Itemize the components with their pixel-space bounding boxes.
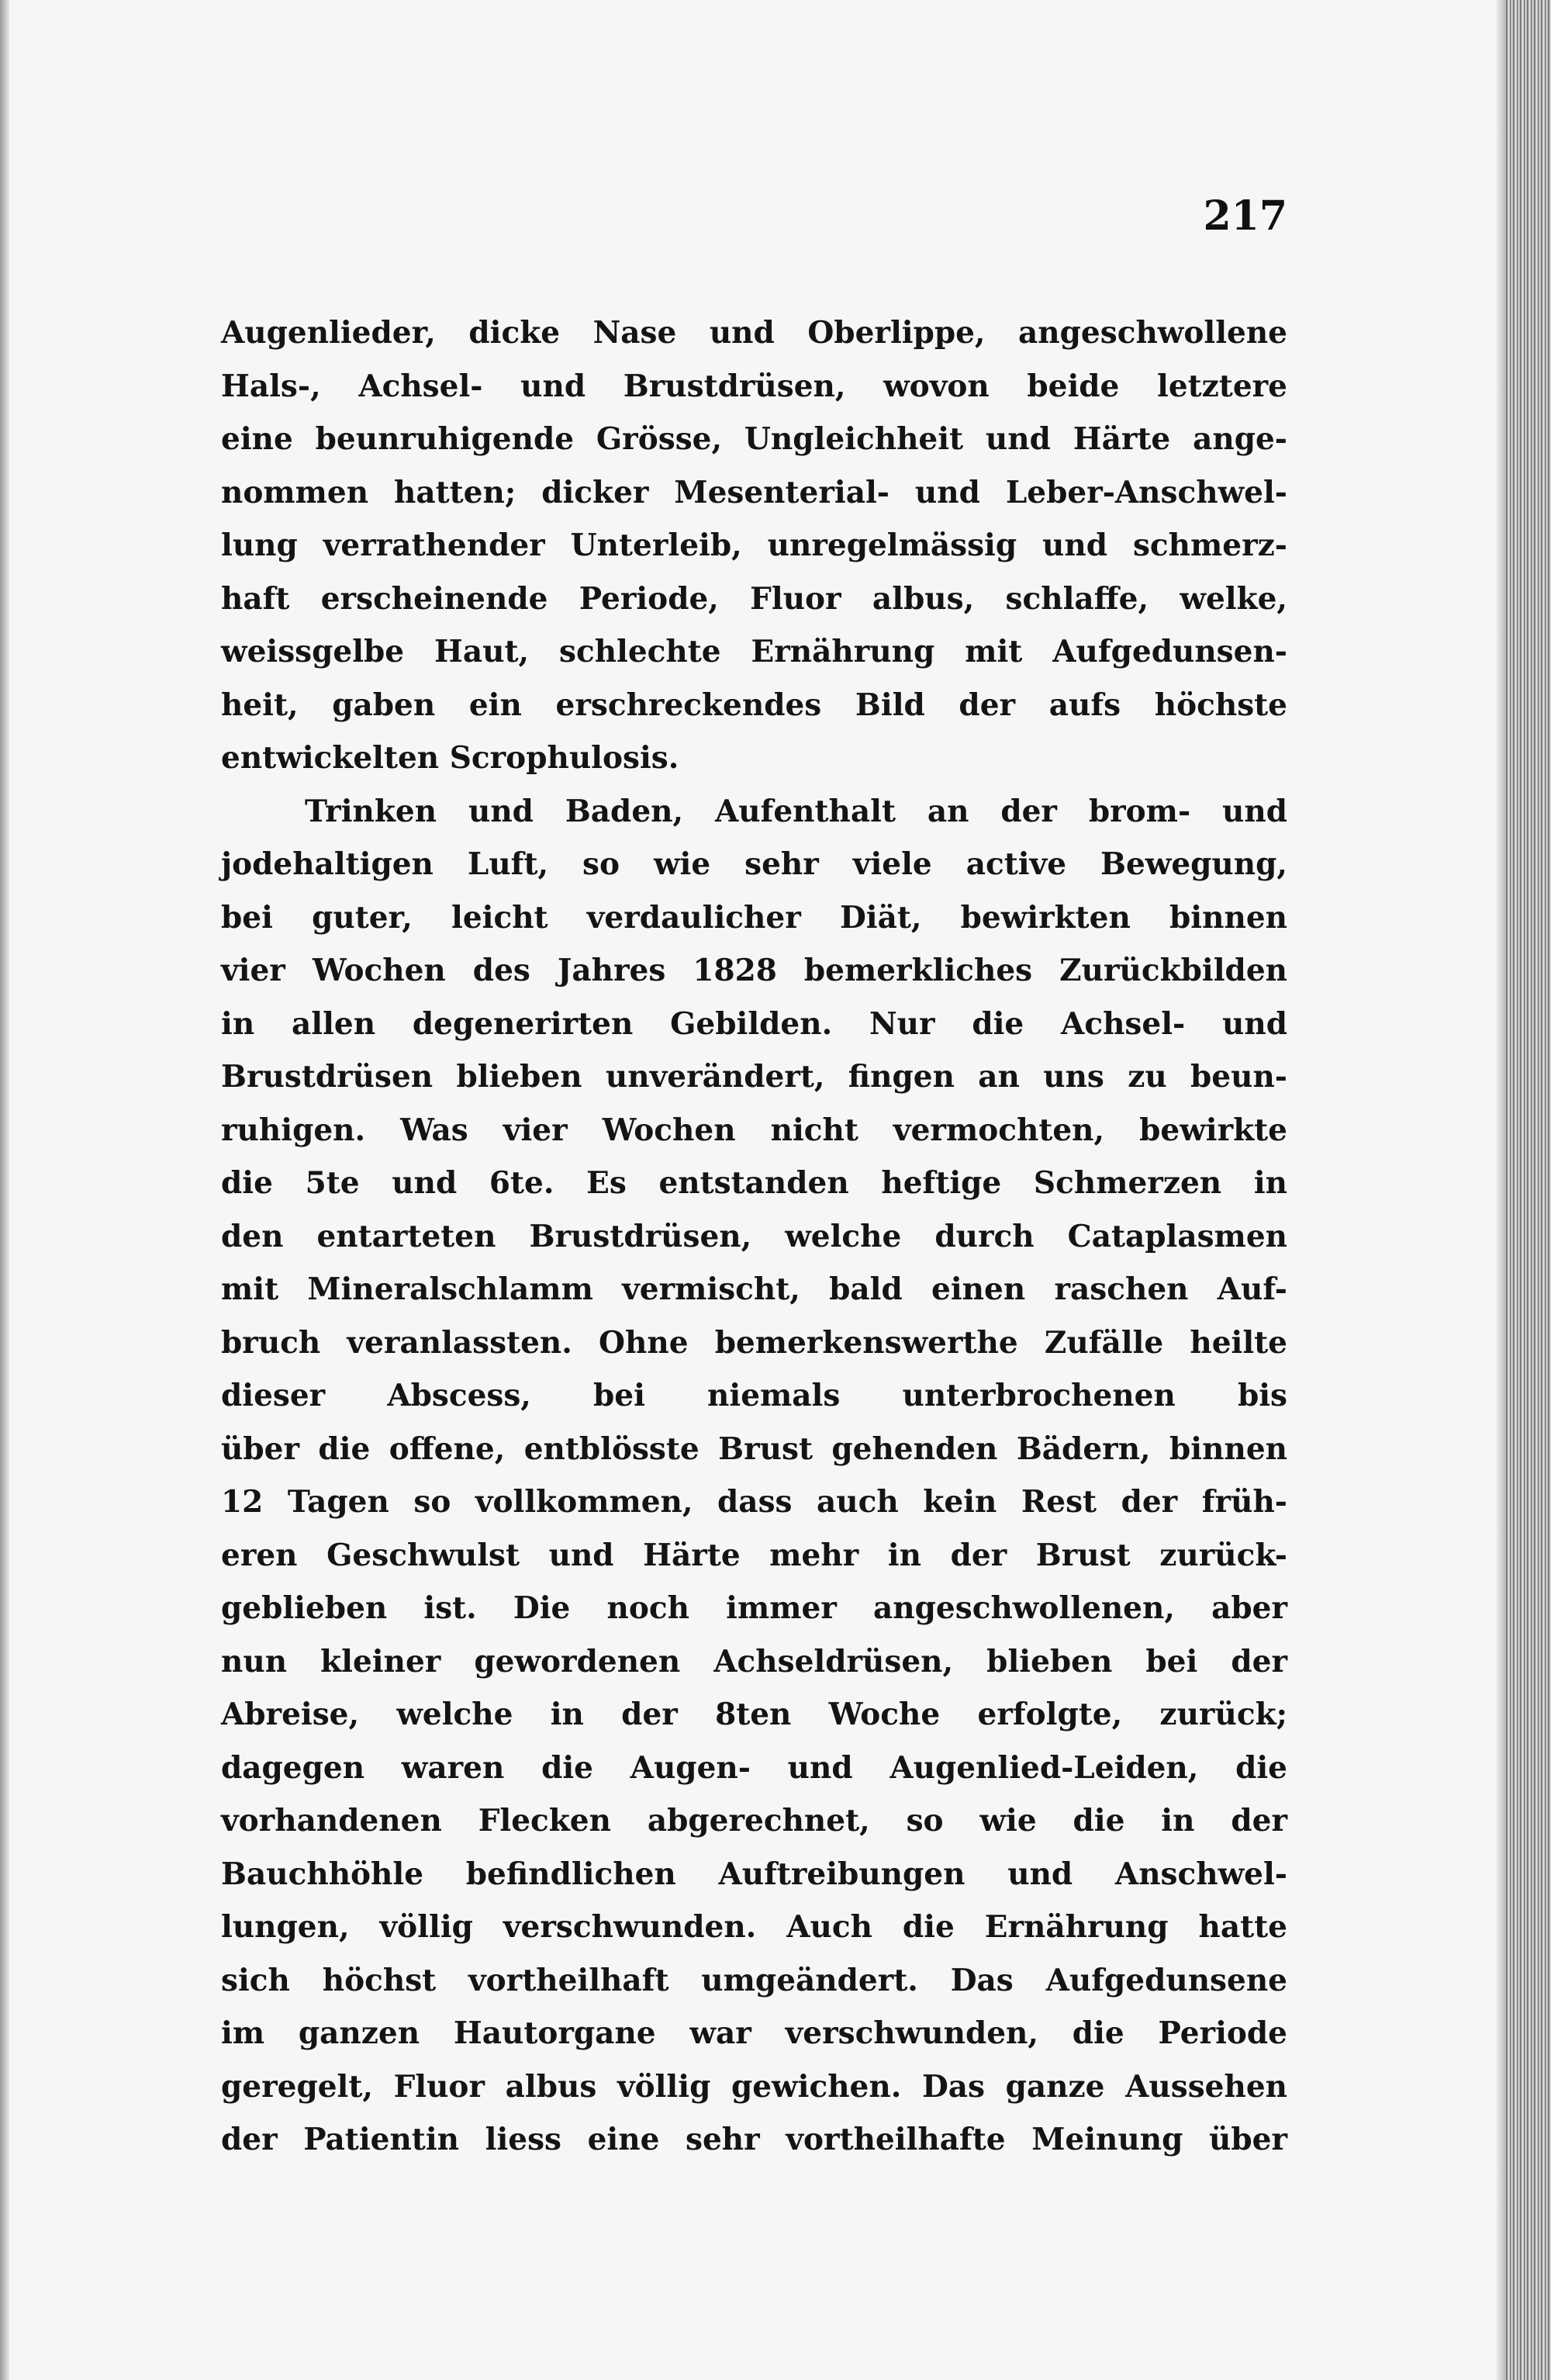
text-line: eine beunruhigende Grösse, Ungleichheit und Härte ange-: [221, 421, 1287, 457]
text-line: Trinken und Baden, Aufenthalt an der brom- und: [305, 793, 1287, 829]
book-fore-edge: [1506, 0, 1551, 2380]
text-line: jodehaltigen Luft, so wie sehr viele active Bewegung,: [221, 846, 1287, 882]
text-line: geregelt, Fluor albus völlig gewichen. Das ganze Aussehen: [221, 2068, 1287, 2105]
page-edge-shadow: [1495, 0, 1506, 2380]
text-line: sich höchst vortheilhaft umgeändert. Das Aufgedunsene: [221, 1962, 1287, 1998]
text-line: Bauchhöhle befindlichen Auftreibungen und Anschwel-: [221, 1856, 1287, 1892]
text-line: der Patientin liess eine sehr vortheilhafte Meinung über: [221, 2122, 1287, 2157]
text-line: über die offene, entblösste Brust gehenden Bädern, binnen: [221, 1430, 1287, 1467]
text-line: den entarteten Brustdrüsen, welche durch Cataplasmen: [221, 1218, 1287, 1254]
text-line: im ganzen Hautorgane war verschwunden, die Periode: [221, 2015, 1287, 2051]
text-line: Hals-, Achsel- und Brustdrüsen, wovon beide letztere: [221, 368, 1287, 404]
text-line: Augenlieder, dicke Nase und Oberlippe, angeschwollene: [221, 315, 1287, 351]
text-line: ruhigen. Was vier Wochen nicht vermochten, bewirkte: [221, 1112, 1287, 1148]
text-line: 12 Tagen so vollkommen, dass auch kein Rest der früh-: [221, 1484, 1287, 1520]
text-line: geblieben ist. Die noch immer angeschwollenen, aber: [221, 1590, 1287, 1626]
text-line: weissgelbe Haut, schlechte Ernährung mit Aufgedunsen-: [221, 634, 1287, 669]
text-line: nommen hatten; dicker Mesenterial- und Leber-Anschwel-: [221, 474, 1287, 510]
text-line: dieser Abscess, bei niemals unterbrochenen bis: [221, 1378, 1287, 1413]
text-line: mit Mineralschlamm vermischt, bald einen raschen Auf-: [221, 1271, 1287, 1307]
text-line: bruch veranlassten. Ohne bemerkenswerthe Zufälle heilte: [221, 1324, 1287, 1361]
text-line: vier Wochen des Jahres 1828 bemerkliches Zurückbilden: [221, 953, 1287, 988]
body-text: [221, 306, 1287, 2167]
text-line: die 5te und 6te. Es entstanden heftige Schmerzen in: [221, 1165, 1287, 1201]
page-number: 217: [1203, 192, 1287, 240]
binding-gutter: [0, 0, 9, 2380]
text-line: in allen degenerirten Gebilden. Nur die Achsel- und: [221, 1005, 1287, 1042]
text-line: bei guter, leicht verdaulicher Diät, bewirkten binnen: [221, 899, 1287, 936]
text-line: Abreise, welche in der 8ten Woche erfolgte, zurück;: [221, 1697, 1287, 1732]
text-line: nun kleiner gewordenen Achseldrüsen, blieben bei der: [221, 1643, 1287, 1679]
text-line: Brustdrüsen blieben unverändert, fingen an uns zu beun-: [221, 1059, 1287, 1095]
text-line: eren Geschwulst und Härte mehr in der Brust zurück-: [221, 1537, 1287, 1573]
text-line: dagegen waren die Augen- und Augenlied-Leiden, die: [221, 1749, 1287, 1786]
text-line: lung verrathender Unterleib, unregelmässig und schmerz-: [221, 528, 1287, 563]
text-line: lungen, völlig verschwunden. Auch die Ernährung hatte: [221, 1909, 1287, 1945]
text-line: vorhandenen Flecken abgerechnet, so wie die in der: [221, 1803, 1287, 1839]
text-line: heit, gaben ein erschreckendes Bild der aufs höchste: [221, 687, 1287, 723]
text-line: entwickelten Scrophulosis.: [221, 740, 679, 776]
text-line: haft erscheinende Periode, Fluor albus, schlaffe, welke,: [221, 580, 1287, 617]
